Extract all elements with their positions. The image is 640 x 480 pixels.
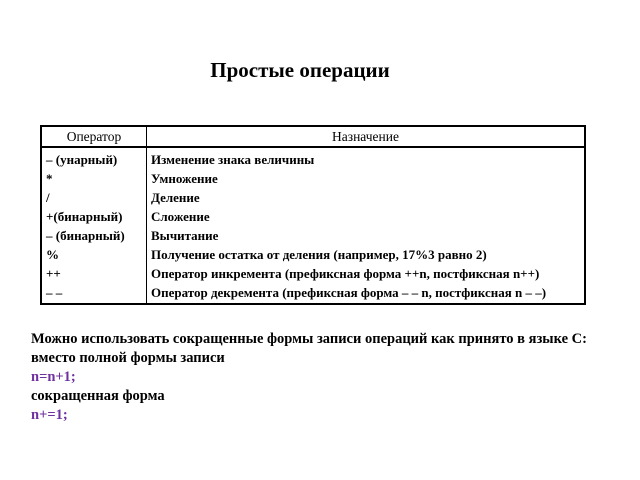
purpose-column: [147, 147, 586, 304]
operator-cell: *: [46, 171, 53, 186]
operator-cell: /: [46, 190, 50, 205]
operator-cell: +(бинарный): [46, 209, 123, 224]
table-body-row: [41, 147, 585, 304]
operator-cell: ++: [46, 266, 61, 281]
operations-table: [40, 125, 586, 305]
purpose-cell: Оператор инкремента (префиксная форма ++n, постфиксная n++): [151, 266, 540, 281]
slide-title: Простые операции: [210, 58, 390, 82]
purpose-cell: Получение остатка от деления (например, 17%3 равно 2): [151, 247, 487, 262]
purpose-cell: Изменение знака величины: [151, 152, 315, 167]
operator-cell: – (бинарный): [46, 228, 125, 243]
purpose-cell: Оператор декремента (префиксная форма – – n, постфиксная n – –): [151, 285, 547, 300]
header-purpose: Назначение: [147, 126, 586, 147]
intro-paragraph: Можно использовать сокращенные формы записи операций как принято в языке С:: [31, 331, 587, 347]
operator-cell: – (унарный): [46, 152, 118, 167]
purpose-cell: Вычитание: [151, 228, 219, 243]
table-header-row: [41, 126, 585, 147]
purpose-cell: Умножение: [151, 171, 218, 186]
header-operator: Оператор: [41, 126, 147, 147]
purpose-cell: Деление: [151, 190, 200, 205]
operator-cell: – –: [46, 285, 63, 300]
short-form-label: сокращенная форма: [31, 388, 165, 404]
full-form-label: вместо полной формы записи: [31, 350, 225, 366]
purpose-cell: Сложение: [151, 209, 210, 224]
short-form-code: n+=1;: [31, 407, 68, 423]
explanation-text: [31, 330, 591, 425]
operator-cell: %: [46, 247, 59, 262]
operator-column: [41, 147, 147, 304]
full-form-code: n=n+1;: [31, 369, 76, 385]
